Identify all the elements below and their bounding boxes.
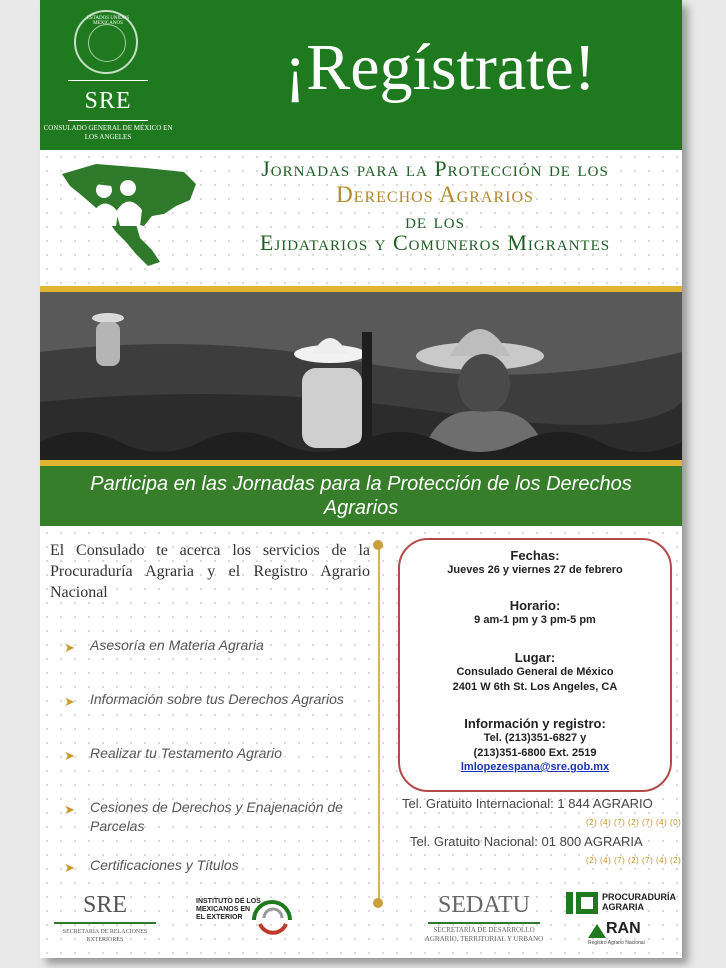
divider-dot-top [373,540,383,550]
chevron-right-icon: ➤ [64,802,75,817]
vertical-divider [378,544,380,904]
dates-value: Jueves 26 y viernes 27 de febrero [447,564,623,576]
service-item: ➤ Realizar tu Testamento Agrario [64,745,282,763]
farmworkers-photo [40,292,682,460]
service-item: ➤ Asesoría en Materia Agraria [64,637,264,655]
ran-logo-text: RAN [606,920,641,937]
chevron-right-icon: ➤ [64,694,75,709]
ime-logo: INSTITUTO DE LOS MEXICANOS EN EL EXTERIOR [190,894,310,950]
national-phone: Tel. Gratuito Nacional: 01 800 AGRARIA [410,834,643,849]
dates-label: Fechas: [510,548,560,563]
chevron-right-icon: ➤ [64,748,75,763]
place-line2: 2401 W 6th St. Los Angeles, CA [452,681,618,693]
map-icon [56,154,206,274]
banner-text: Participa en las Jornadas para la Protección de los Derechos Agrarios [90,473,632,519]
chevron-right-icon: ➤ [64,640,75,655]
service-item: ➤ Información sobre tus Derechos Agrarios [64,691,344,709]
participation-banner [40,466,682,526]
flyer-page [40,0,682,958]
program-title-line2: Derechos Agrarios [336,182,534,207]
page-title: ¡Regístrate! [284,31,596,104]
sedatu-logo: SEDATU SECRETARÍA DE DESARROLLO AGRARIO, TERRITORIAL Y URBANO [424,892,544,943]
national-seal-icon [74,10,138,74]
procuraduria-agraria-logo: PROCURADURÍA AGRARIA RAN Registro Agrario Nacional [566,890,676,952]
pa-emblem-icon [566,892,598,914]
intro-text: El Consulado te acerca los servicios de la Procuraduría Agraria y el Registro Agrario Nacional [50,542,370,601]
contact-phone2: (213)351-6800 Ext. 2519 [473,747,597,759]
program-heading [40,150,682,286]
event-info-box [398,538,672,792]
intl-phone-digits: (2) (4) (7) (2) (7) (4) (0) [586,818,682,827]
service-item: ➤ Cesiones de Derechos y Enajenación de Parcelas [64,799,343,834]
national-phone-digits: (2) (4) (7) (2) (7) (4) (2) [586,856,682,865]
chevron-right-icon: ➤ [64,860,75,875]
intl-phone: Tel. Gratuito Internacional: 1 844 AGRARIO [402,796,653,811]
hours-label: Horario: [509,598,561,613]
place-label: Lugar: [514,650,556,665]
ime-emblem-icon [246,894,298,946]
hours-value: 9 am-1 pm y 3 pm-5 pm [474,614,596,626]
program-title-line3: de los [405,208,465,233]
consulate-name: CONSULADO GENERAL DE MÉXICO EN LOS ANGELES [43,124,173,141]
contact-label: Información y registro: [464,716,606,731]
program-title-line1: Jornadas para la Protección de los [261,156,609,181]
program-title-line4: Ejidatarios y Comuneros Migrantes [259,230,611,255]
header [40,0,682,150]
ran-emblem-icon [588,922,606,938]
service-item: ➤ Certificaciones y Títulos [64,857,239,875]
place-line1: Consulado General de México [456,666,614,678]
details-section [40,526,682,958]
divider-dot-bottom [373,898,383,908]
contact-phone1: Tel. (213)351-6827 y [483,732,587,744]
sre-footer-logo: SRE SECRETARÍA DE RELACIONES EXTERIORES [50,892,160,948]
ran-name: Registro Agrario Nacional [588,940,645,946]
contact-email-link[interactable]: lmlopezespana@sre.gob.mx [460,761,610,773]
seal-text: ESTADOS UNIDOS MEXICANOS [86,16,130,26]
sre-logo: SRE [84,88,132,114]
